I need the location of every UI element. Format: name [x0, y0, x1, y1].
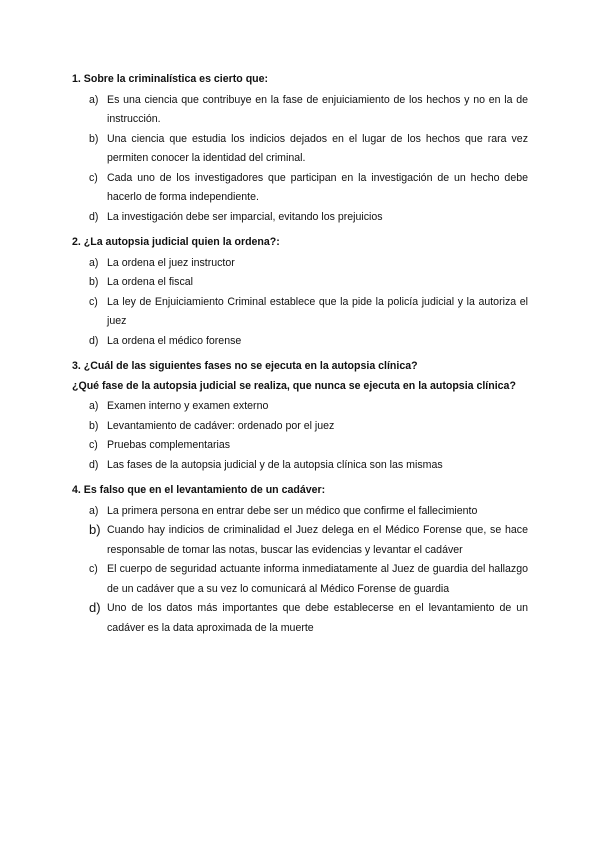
option-text: Las fases de la autopsia judicial y de la autopsia clínica son las mismas — [107, 458, 443, 471]
option-letter: d) — [89, 600, 101, 615]
options-list — [72, 397, 528, 475]
option-d — [72, 456, 528, 476]
option-letter: a) — [89, 256, 99, 269]
option-b — [72, 521, 528, 560]
option-letter: a) — [89, 93, 99, 106]
option-a — [72, 91, 528, 130]
document-page — [72, 70, 528, 644]
option-text: Cuando hay indicios de criminalidad el Juez delega en el Médico Forense que, se hace responsable de tomar las notas, buscar las evidencias y levantar el cadáver — [107, 524, 528, 556]
option-text: Una ciencia que estudia los indicios dejados en el lugar de los hechos que rara vez permiten conocer la identidad del criminal. — [107, 132, 528, 164]
option-letter: c) — [89, 439, 98, 451]
option-text: Uno de los datos más importantes que debe establecerse en el levantamiento de un cadáver es la data aproximada de la muerte — [107, 602, 528, 634]
option-d — [72, 599, 528, 638]
options-list — [72, 91, 528, 228]
option-a — [72, 397, 528, 417]
option-text: El cuerpo de seguridad actuante informa inmediatamente al Juez de guardia del hallazgo de un cadáver que a su vez lo comunicará al Médico Forense de guardia — [107, 563, 528, 595]
option-text: La investigación debe ser imparcial, evitando los prejuicios — [107, 210, 383, 223]
question-title — [72, 357, 528, 396]
question-4 — [72, 481, 528, 638]
option-letter: b) — [89, 132, 99, 145]
option-text: Examen interno y examen externo — [107, 400, 269, 412]
options-list — [72, 502, 528, 639]
option-letter: a) — [89, 504, 99, 517]
option-a — [72, 502, 528, 522]
option-c — [72, 436, 528, 456]
option-c — [72, 169, 528, 208]
option-letter: d) — [89, 210, 99, 223]
options-list — [72, 254, 528, 352]
question-title-line: 2. ¿La autopsia judicial quien la ordena?: — [72, 236, 280, 248]
question-title-line: 1. Sobre la criminalística es cierto que: — [72, 73, 269, 85]
question-title-line: 3. ¿Cuál de las siguientes fases no se ejecuta en la autopsia clínica? — [72, 360, 418, 372]
option-b — [72, 273, 528, 293]
option-text: Cada uno de los investigadores que participan en la investigación de un hecho debe hacerlo de forma independiente. — [107, 171, 528, 203]
question-title — [72, 70, 528, 90]
option-letter: c) — [89, 563, 98, 575]
option-letter: b) — [89, 419, 99, 432]
option-letter: c) — [89, 171, 98, 184]
question-1 — [72, 70, 528, 227]
option-letter: b) — [89, 276, 99, 288]
question-title — [72, 233, 528, 253]
question-title — [72, 481, 528, 501]
option-letter: b) — [89, 522, 101, 537]
option-d — [72, 208, 528, 228]
option-letter: c) — [89, 295, 98, 308]
option-letter: a) — [89, 400, 99, 412]
option-text: La primera persona en entrar debe ser un médico que confirme el fallecimiento — [107, 504, 478, 517]
option-text: La ley de Enjuiciamiento Criminal establece que la pide la policía judicial y la autoriza el juez — [107, 295, 528, 327]
option-letter: d) — [89, 458, 99, 471]
option-text: Pruebas complementarias — [107, 439, 231, 451]
question-title-line: 4. Es falso que en el levantamiento de un cadáver: — [72, 484, 326, 496]
option-a — [72, 254, 528, 274]
option-c — [72, 293, 528, 332]
option-d — [72, 332, 528, 352]
option-text: La ordena el juez instructor — [107, 256, 235, 269]
option-b — [72, 130, 528, 169]
option-b — [72, 417, 528, 437]
question-3 — [72, 357, 528, 475]
option-text: La ordena el médico forense — [107, 334, 242, 347]
option-text: Es una ciencia que contribuye en la fase de enjuiciamiento de los hechos y no en la de instrucción. — [107, 93, 528, 125]
question-2 — [72, 233, 528, 351]
option-text: Levantamiento de cadáver: ordenado por el juez — [107, 419, 335, 432]
option-c — [72, 560, 528, 599]
option-text: La ordena el fiscal — [107, 276, 193, 288]
question-title-line: ¿Qué fase de la autopsia judicial se realiza, que nunca se ejecuta en la autopsia clínica? — [72, 379, 516, 392]
option-letter: d) — [89, 334, 99, 347]
